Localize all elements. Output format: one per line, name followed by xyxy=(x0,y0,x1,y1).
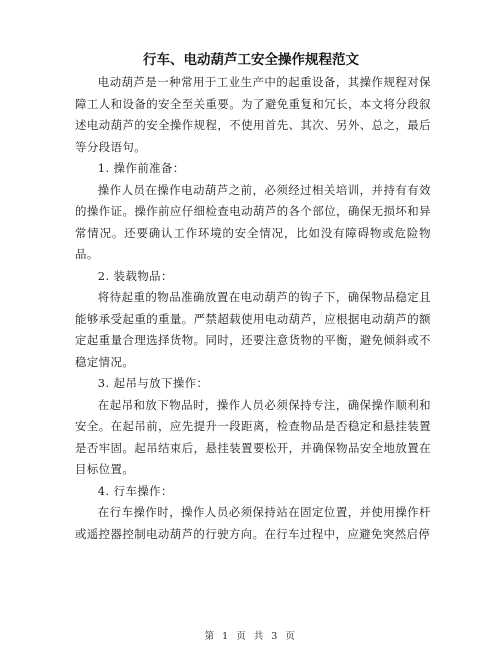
section-heading-4: 4. 行车操作： xyxy=(97,483,173,498)
section-heading-2: 2. 装载物品： xyxy=(97,268,173,283)
section-text-4: 在行车操作时，操作人员必须保持站在固定位置，并使用操作杆或遥控器控制电动葫芦的行驶方向。在行车过程中，应避免突然启停 xyxy=(75,505,431,541)
section-text-2: 将待起重的物品准确放置在电动葫芦的钩子下，确保物品稳定且能够承受起重的重量。严禁超载使用电动葫芦，应根据电动葫芦的额定起重量合理选择货物。同时，还要注意货物的平衡，避免倾斜或不稳定情况。 xyxy=(75,290,431,369)
page-number-footer: 第 1 页 共 3 页 xyxy=(204,631,298,642)
intro-paragraph: 电动葫芦是一种常用于工业生产中的起重设备，其操作规程对保障工人和设备的安全至关重要。为了避免重复和冗长，本文将分段叙述电动葫芦的安全操作规程，不使用首先、其次、另外、总之，最后等分段语句。 xyxy=(75,75,431,154)
section-heading-1: 1. 操作前准备： xyxy=(97,161,185,175)
document-title: 行车、电动葫芦工安全操作规程范文 xyxy=(143,52,359,68)
document-body xyxy=(75,72,431,545)
section-text-3: 在起吊和放下物品时，操作人员必须保持专注，确保操作顺利和安全。在起吊前，应先提升一段距离，检查物品是否稳定和悬挂装置是否牢固。起吊结束后，悬挂装置要松开，并确保物品安全地放置在目标位置。 xyxy=(75,397,431,476)
section-heading-3: 3. 起吊与放下操作： xyxy=(97,376,209,390)
section-text-1: 操作人员在操作电动葫芦之前，必须经过相关培训，并持有有效的操作证。操作前应仔细检查电动葫芦的各个部位，确保无损坏和异常情况。还要确认工作环境的安全情况，比如没有障碍物或危险物品。 xyxy=(75,182,431,261)
